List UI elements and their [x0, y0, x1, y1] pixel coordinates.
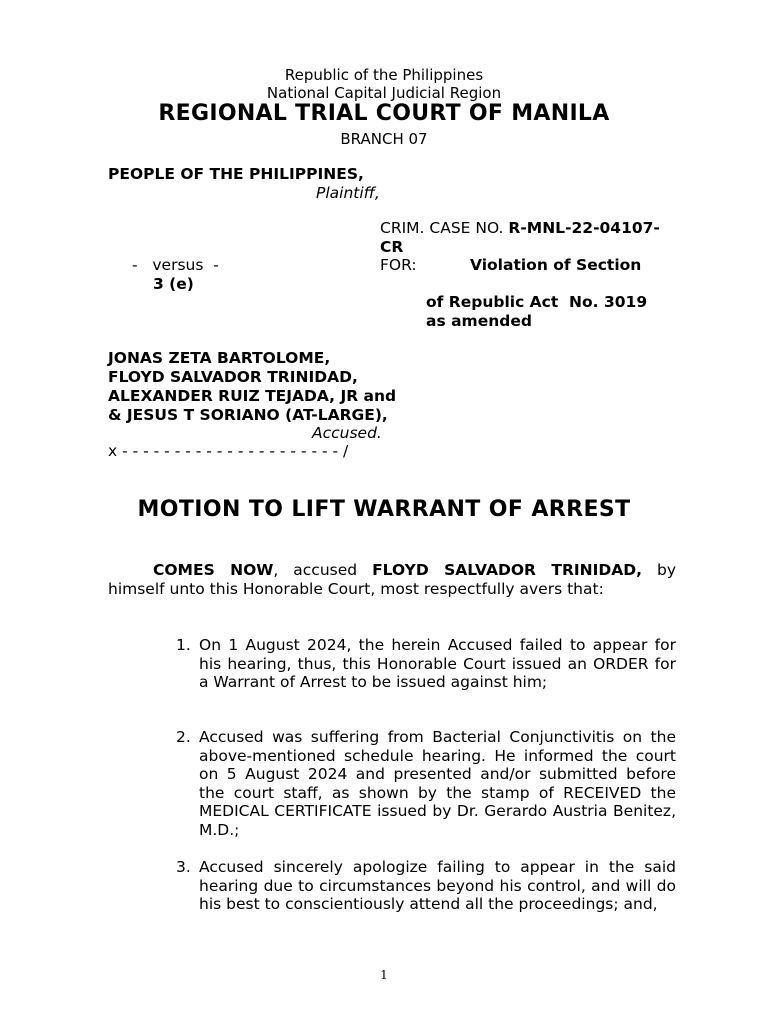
court-name: REGIONAL TRIAL COURT OF MANILA	[158, 101, 610, 126]
accused-name: ALEXANDER RUIZ TEJADA, JR and	[108, 387, 397, 405]
motion-title: MOTION TO LIFT WARRANT OF ARREST	[137, 497, 631, 522]
intro-bold-comes-now: COMES NOW	[153, 561, 274, 579]
plaintiff-name: PEOPLE OF THE PHILIPPINES,	[108, 165, 364, 183]
accused-name: FLOYD SALVADOR TRINIDAD,	[108, 368, 358, 386]
item-number: 3.	[176, 858, 191, 876]
branch-label: BRANCH 07	[340, 130, 428, 148]
case-number-label: CRIM. CASE NO.	[380, 219, 504, 237]
header-region: National Capital Judicial Region	[266, 84, 502, 102]
accused-name: JONAS ZETA BARTOLOME,	[108, 349, 331, 367]
header-republic: Republic of the Philippines	[284, 66, 484, 84]
page-number: 1	[380, 968, 388, 982]
plaintiff-role: Plaintiff,	[316, 184, 380, 202]
for-label: FOR:	[380, 256, 417, 274]
item-text: Accused was suffering from Bacterial Conjunctivitis on the above-mentioned schedule hearing. He informed the court on 5 August 2024 and presented and/or submitted before the court staff, as shown by the stamp of RECEIVED the MEDICAL CERTIFICATE issued by Dr. Gerardo Austria Benitez, M.D.;	[199, 728, 676, 839]
case-number: R-MNL-22-04107-	[508, 219, 660, 237]
accused-name: & JESUS T SORIANO (AT-LARGE),	[108, 406, 388, 424]
accused-role: Accused.	[312, 424, 382, 442]
intro-paragraph	[108, 561, 676, 598]
item-number: 2.	[176, 728, 191, 746]
intro-accused-name: FLOYD SALVADOR TRINIDAD,	[372, 561, 643, 579]
caption-divider: x - - - - - - - - - - - - - - - - - - - - - /	[108, 442, 349, 460]
item-text: On 1 August 2024, the herein Accused failed to appear for his hearing, thus, this Honorable Court issued an ORDER for a Warrant of Arrest to be issued against him;	[199, 636, 676, 691]
intro-text: , accused	[273, 561, 373, 579]
offense-line-4: as amended	[426, 312, 532, 330]
intro-text-cont: by himself unto this Honorable Court, most respectfully avers that:	[108, 561, 676, 598]
offense-line-3: of Republic Act No. 3019	[426, 293, 648, 311]
offense-line-2: 3 (e)	[153, 275, 194, 293]
item-text: Accused sincerely apologize failing to appear in the said hearing due to circumstances beyond his control, and will do his best to conscientiously attend all the proceedings; and,	[199, 858, 676, 913]
offense-line-1: Violation of Section	[470, 256, 642, 274]
versus-label: - versus -	[132, 256, 219, 274]
case-number-cont: CR	[380, 238, 404, 256]
case-number-line	[380, 219, 660, 237]
item-number: 1.	[176, 636, 191, 654]
